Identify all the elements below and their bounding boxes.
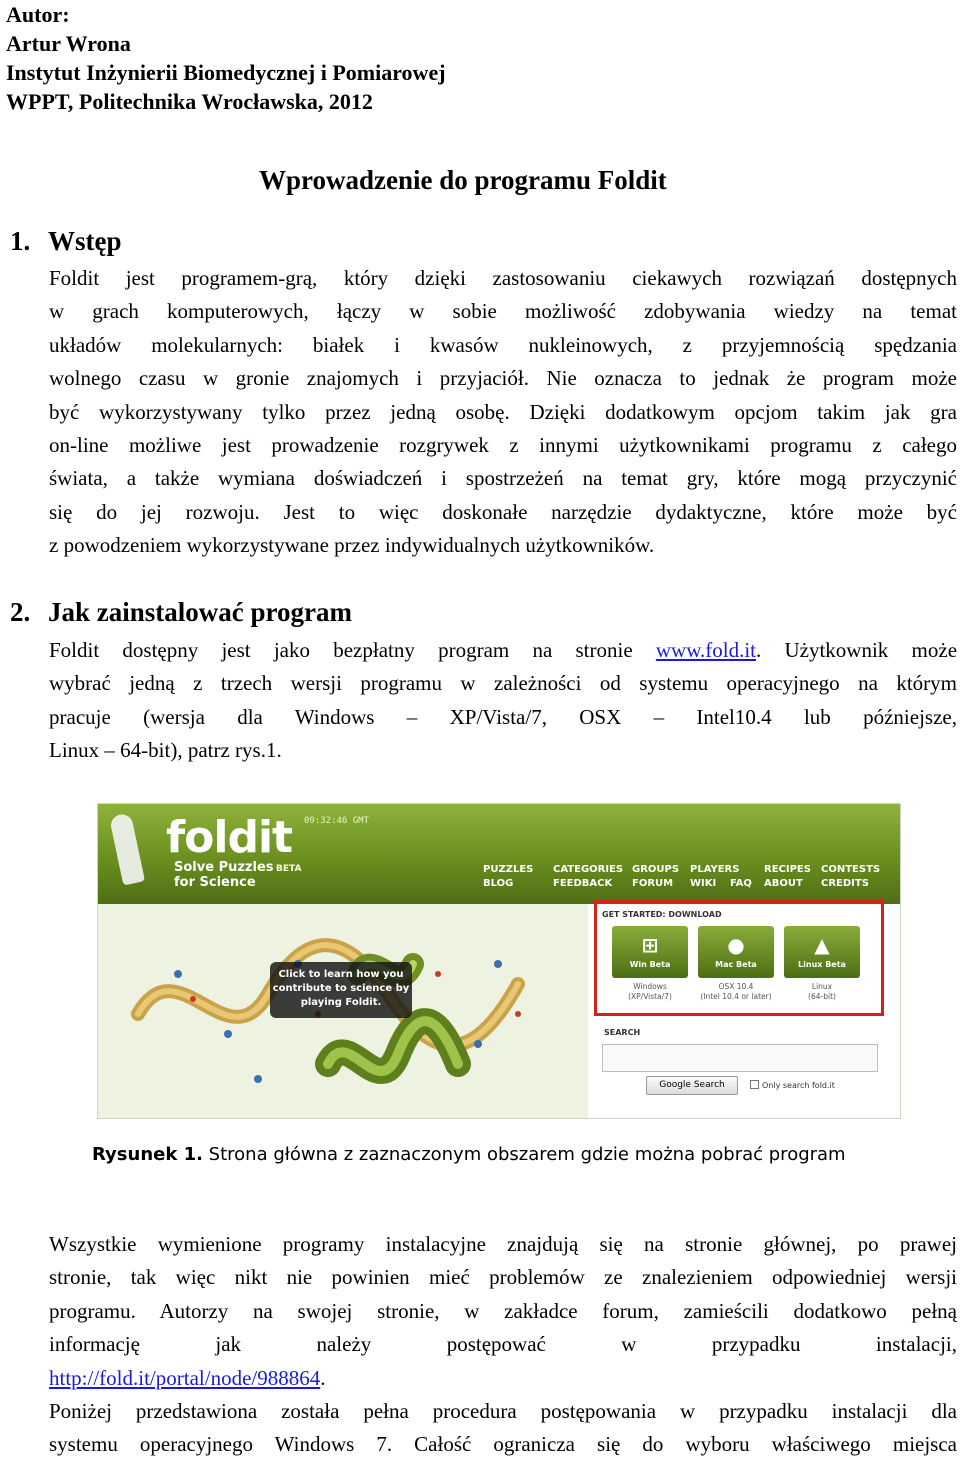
caption-label: Rysunek 1. (92, 1144, 203, 1165)
document-title: Wprowadzenie do programu Foldit (259, 165, 667, 195)
text-line (49, 1362, 957, 1395)
section-title: Wstęp (48, 226, 122, 256)
text-line: Wszystkie wymienione programy instalacyjne znajdują się na stronie głównej, po prawej (49, 1232, 957, 1256)
os-requirement: (XP/Vista/7) (628, 992, 672, 1001)
nav-feedback[interactable]: FEEDBACK (553, 878, 613, 889)
os-name: OSX 10.4 (718, 982, 754, 991)
nav-contests[interactable]: CONTESTS (821, 864, 881, 875)
apple-icon: ● (727, 933, 745, 957)
text-line: stronie, tak więc nikt nie powinien mieć problemów ze znalezieniem odpowiedniej wersji (49, 1265, 957, 1290)
author-label: Autor: (6, 2, 70, 27)
author-faculty: WPPT, Politechnika Wrocławska, 2012 (6, 89, 373, 114)
nav-puzzles[interactable]: PUZZLES (483, 864, 534, 875)
win-beta-download-button[interactable] (612, 926, 688, 978)
nav-categories[interactable]: CATEGORIES (553, 864, 624, 875)
intro-paragraph (49, 262, 957, 563)
only-search-label: Only search fold.it (762, 1081, 835, 1090)
section-number: 1. (10, 226, 31, 256)
nav-credits[interactable]: CREDITS (821, 878, 869, 889)
author-institute: Instytut Inżynierii Biomedycznej i Pomiarowej (6, 60, 446, 85)
foldit-homepage-screenshot (97, 803, 901, 1119)
download-requirements (698, 982, 774, 1002)
nav-forum[interactable]: FORUM (632, 878, 674, 889)
foldit-website-link[interactable]: www.fold.it (655, 638, 757, 662)
os-requirement: (64-bit) (808, 992, 836, 1001)
download-label: Mac Beta (715, 960, 757, 969)
text-line: wybrać jedną z trzech wersji programu w zależności od systemu operacyjnego na którym (49, 671, 957, 696)
nav-groups[interactable]: GROUPS (632, 864, 680, 875)
text-line: Foldit jest programem-grą, który dzięki zastosowaniu ciekawych rozwiązań dostępnych (49, 266, 957, 290)
text-line (49, 634, 957, 667)
beta-badge: BETA (276, 864, 302, 874)
text-segment: Foldit dostępny jest jako bezpłatny program na stronie (49, 638, 656, 662)
text-segment: . Użytkownik może (756, 638, 958, 662)
only-search-option[interactable] (750, 1080, 835, 1090)
after-figure-paragraph (49, 1228, 957, 1462)
mac-beta-download-button[interactable] (698, 926, 774, 978)
section-heading-intro (10, 226, 122, 257)
site-nav (483, 862, 893, 896)
google-search-button[interactable]: Google Search (646, 1076, 738, 1095)
download-requirements (784, 982, 860, 1002)
text-line: systemu operacyjnego Windows 7. Całość ogranicza się do wyboru właściwego miejsca (49, 1432, 957, 1457)
nav-wiki[interactable]: WIKI (690, 878, 717, 889)
nav-recipes[interactable]: RECIPES (764, 864, 811, 875)
nav-about[interactable]: ABOUT (764, 878, 803, 889)
linux-penguin-icon: ▲ (814, 933, 830, 957)
learn-more-callout[interactable]: Click to learn how you contribute to science by playing Foldit. (270, 962, 412, 1018)
text-line: programu. Autorzy na swojej stronie, w zakładce forum, zamieścili dodatkowo pełną (49, 1298, 957, 1323)
text-line: on-line możliwe jest prowadzenie rozgrywek z innymi użytkownikami programu z całego (49, 432, 957, 457)
section-number: 2. (10, 597, 31, 627)
author-name: Artur Wrona (6, 31, 131, 56)
search-label: SEARCH (604, 1028, 641, 1037)
text-line: pracuje (wersja dla Windows – XP/Vista/7, OSX – Intel10.4 lub późniejsze, (49, 704, 957, 729)
section-title: Jak zainstalować program (48, 597, 352, 627)
text-line: się do jej rozwoju. Jest to więc doskonałe narzędzie dydaktyczne, które może być (49, 499, 957, 524)
nav-faq[interactable]: FAQ (730, 878, 752, 889)
nav-players[interactable]: PLAYERS (690, 864, 740, 875)
text-line: układów molekularnych: białek i kwasów nukleinowych, z przyjemnością spędzania (49, 332, 957, 357)
site-tagline: Solve Puzzles for Science (174, 860, 274, 890)
install-paragraph (49, 634, 957, 768)
download-label: Linux Beta (798, 960, 846, 969)
author-block (6, 0, 446, 116)
forum-link[interactable]: http://fold.it/portal/node/988864 (49, 1365, 321, 1390)
foldit-logo: foldit (166, 812, 293, 863)
windows-icon: ⊞ (641, 933, 659, 957)
nav-blog[interactable]: BLOG (483, 878, 514, 889)
caption-text: Strona główna z zaznaczonym obszarem gdzie można pobrać program (202, 1144, 846, 1165)
text-line: z powodzeniem wykorzystywane przez indywidualnych użytkowników. (49, 533, 655, 558)
text-line: być wykorzystywany tylko przez jedną osobę. Dzięki dodatkowym opcjom takim jak gra (49, 399, 957, 424)
text-line: informację jak należy postępować w przypadku instalacji, (49, 1332, 957, 1357)
get-started-label: GET STARTED: DOWNLOAD (602, 910, 722, 919)
figure-caption (92, 1144, 846, 1165)
text-line: w grach komputerowych, łączy w sobie możliwość zdobywania wiedzy na temat (49, 299, 957, 324)
os-name: Windows (633, 982, 667, 991)
os-requirement: (Intel 10.4 or later) (700, 992, 772, 1001)
text-line: świata, a także wymiana doświadczeń i spostrzeżeń na temat gry, które mogą przyczynić (49, 466, 957, 491)
text-line: Linux – 64-bit), patrz rys.1. (49, 738, 282, 763)
section-heading-install (10, 597, 352, 628)
text-line: wolnego czasu w gronie znajomych i przyjaciół. Nie oznacza to jednak że program może (49, 366, 957, 391)
linux-beta-download-button[interactable] (784, 926, 860, 978)
search-input[interactable] (602, 1044, 878, 1072)
download-label: Win Beta (629, 960, 671, 969)
text-segment: . (320, 1365, 326, 1390)
checkbox[interactable] (750, 1080, 759, 1089)
os-name: Linux (811, 982, 833, 991)
download-requirements (612, 982, 688, 1002)
server-time: 09:32:46 GMT (304, 816, 370, 826)
text-line: Poniżej przedstawiona została pełna procedura postępowania w przypadku instalacji dla (49, 1398, 957, 1423)
